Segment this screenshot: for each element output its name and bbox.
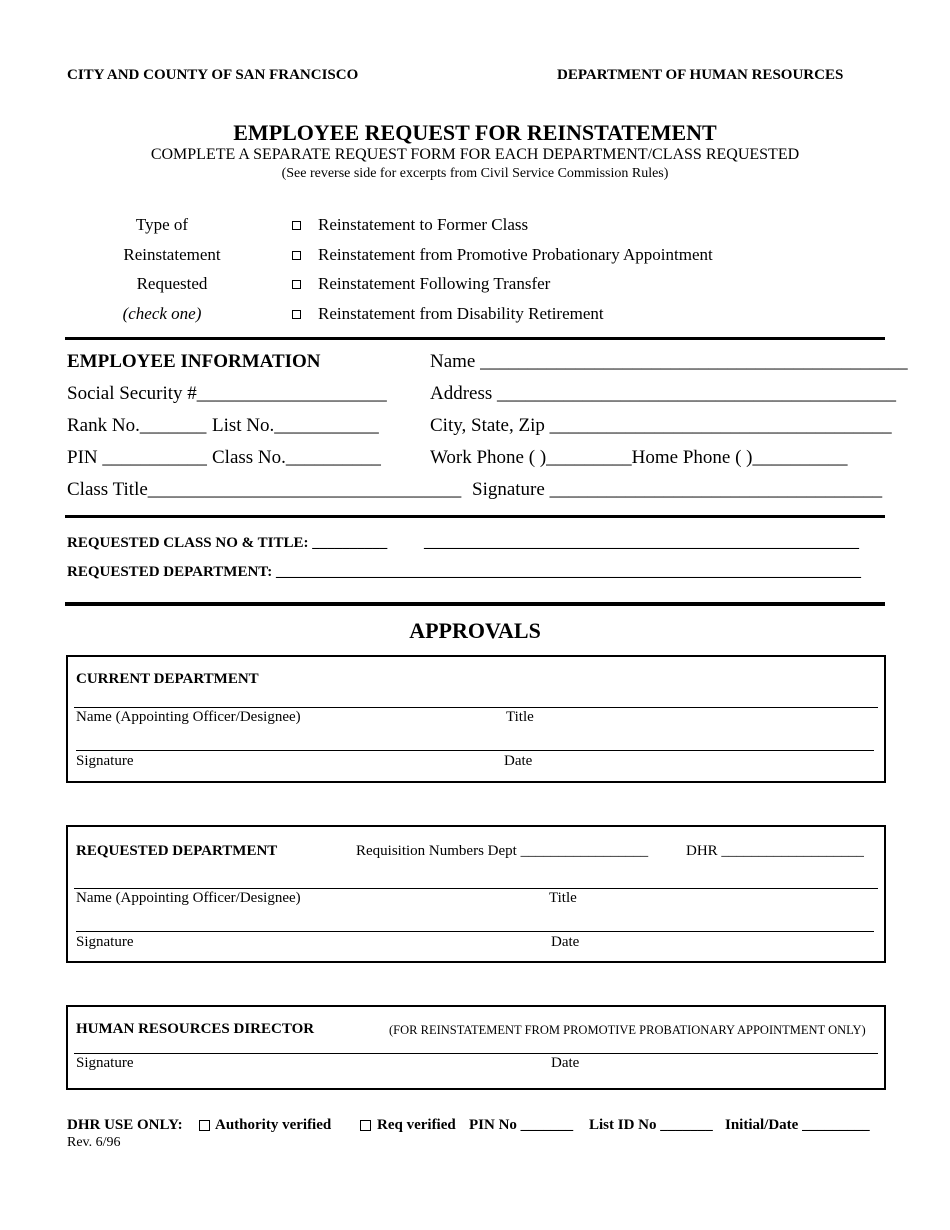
divider [65, 602, 885, 606]
employee-signature-field[interactable]: Signature ___________________________________ [472, 479, 883, 500]
option-following-transfer-checkbox[interactable] [292, 280, 301, 289]
signature-line [74, 1053, 878, 1054]
type-label-line3: Requested [136, 274, 208, 293]
header-left: CITY AND COUNTY OF SAN FRANCISCO [67, 67, 359, 83]
employee-info-heading: EMPLOYEE INFORMATION [67, 351, 321, 372]
requested-class-title-line[interactable]: __________________________________________________________ [424, 535, 859, 551]
option-following-transfer-label: Reinstatement Following Transfer [318, 274, 551, 293]
option-former-class-checkbox[interactable] [292, 221, 301, 230]
dhr-use-only-label: DHR USE ONLY: [67, 1117, 183, 1133]
hr-director-heading: HUMAN RESOURCES DIRECTOR [76, 1021, 315, 1037]
signature-line [74, 888, 878, 889]
hr-director-box [66, 1005, 886, 1090]
requested-title-label[interactable]: Title [549, 890, 577, 906]
ssn-field[interactable]: Social Security #____________________ [67, 383, 387, 404]
divider [65, 515, 885, 518]
requested-date-label[interactable]: Date [551, 934, 580, 950]
req-verified-label: Req verified [377, 1117, 456, 1133]
option-former-class-label: Reinstatement to Former Class [318, 215, 529, 234]
footer-initial-date-field[interactable]: Initial/Date _________ [725, 1117, 870, 1133]
authority-verified-checkbox[interactable] [199, 1120, 210, 1131]
signature-line [76, 931, 874, 932]
requested-department-field[interactable]: REQUESTED DEPARTMENT: ______________________________________________________________________________ [67, 564, 861, 580]
class-no-field[interactable]: Class No.__________ [212, 447, 381, 468]
requisition-dept-field[interactable]: Requisition Numbers Dept _________________ [356, 843, 649, 859]
current-department-box [66, 655, 886, 783]
requested-department-heading: REQUESTED DEPARTMENT [76, 843, 278, 859]
option-promotive-probationary-label: Reinstatement from Promotive Probationary Appointment [318, 245, 713, 264]
approvals-heading: APPROVALS [409, 618, 541, 643]
signature-line [74, 707, 878, 708]
address-field[interactable]: Address __________________________________________ [430, 383, 897, 404]
hr-signature-label[interactable]: Signature [76, 1055, 134, 1071]
list-no-field[interactable]: List No.___________ [212, 415, 379, 436]
authority-verified-label: Authority verified [215, 1117, 332, 1133]
requested-signature-label[interactable]: Signature [76, 934, 134, 950]
current-signature-label[interactable]: Signature [76, 753, 134, 769]
rank-no-field[interactable]: Rank No._______ [67, 415, 207, 436]
current-title-label[interactable]: Title [506, 709, 534, 725]
footer-list-id-field[interactable]: List ID No _______ [589, 1117, 713, 1133]
option-disability-retirement-label: Reinstatement from Disability Retirement [318, 304, 604, 323]
header-right: DEPARTMENT OF HUMAN RESOURCES [557, 67, 844, 83]
type-label-line1: Type of [135, 215, 189, 234]
current-department-heading: CURRENT DEPARTMENT [76, 671, 259, 687]
form-title: EMPLOYEE REQUEST FOR REINSTATEMENT [233, 120, 717, 145]
name-field[interactable]: Name _____________________________________________ [430, 351, 908, 372]
form-subtitle: COMPLETE A SEPARATE REQUEST FORM FOR EACH DEPARTMENT/CLASS REQUESTED [150, 146, 800, 163]
type-label-line4: (check one) [122, 304, 202, 323]
revision-label: Rev. 6/96 [67, 1135, 121, 1150]
hr-director-note: (FOR REINSTATEMENT FROM PROMOTIVE PROBATIONARY APPOINTMENT ONLY) [389, 1023, 866, 1037]
option-promotive-probationary-checkbox[interactable] [292, 251, 301, 260]
class-title-field[interactable]: Class Title_________________________________ [67, 479, 462, 500]
form-note: (See reverse side for excerpts from Civil Service Commission Rules) [281, 166, 669, 181]
pin-field[interactable]: PIN ___________ [67, 447, 207, 468]
city-state-zip-field[interactable]: City, State, Zip ____________________________________ [430, 415, 892, 436]
current-name-label[interactable]: Name (Appointing Officer/Designee) [76, 709, 301, 725]
signature-line [76, 750, 874, 751]
divider [65, 337, 885, 340]
type-label-line2: Reinstatement [123, 245, 221, 264]
phones-field[interactable]: Work Phone ( )_________Home Phone ( )__________ [430, 447, 848, 468]
footer-pin-field[interactable]: PIN No _______ [469, 1117, 574, 1133]
req-verified-checkbox[interactable] [360, 1120, 371, 1131]
requested-name-label[interactable]: Name (Appointing Officer/Designee) [76, 890, 301, 906]
option-disability-retirement-checkbox[interactable] [292, 310, 301, 319]
hr-date-label[interactable]: Date [551, 1055, 580, 1071]
current-date-label[interactable]: Date [504, 753, 533, 769]
requested-class-field[interactable]: REQUESTED CLASS NO & TITLE: __________ [67, 535, 388, 551]
requisition-dhr-field[interactable]: DHR ___________________ [686, 843, 864, 859]
requested-department-box [66, 825, 886, 963]
